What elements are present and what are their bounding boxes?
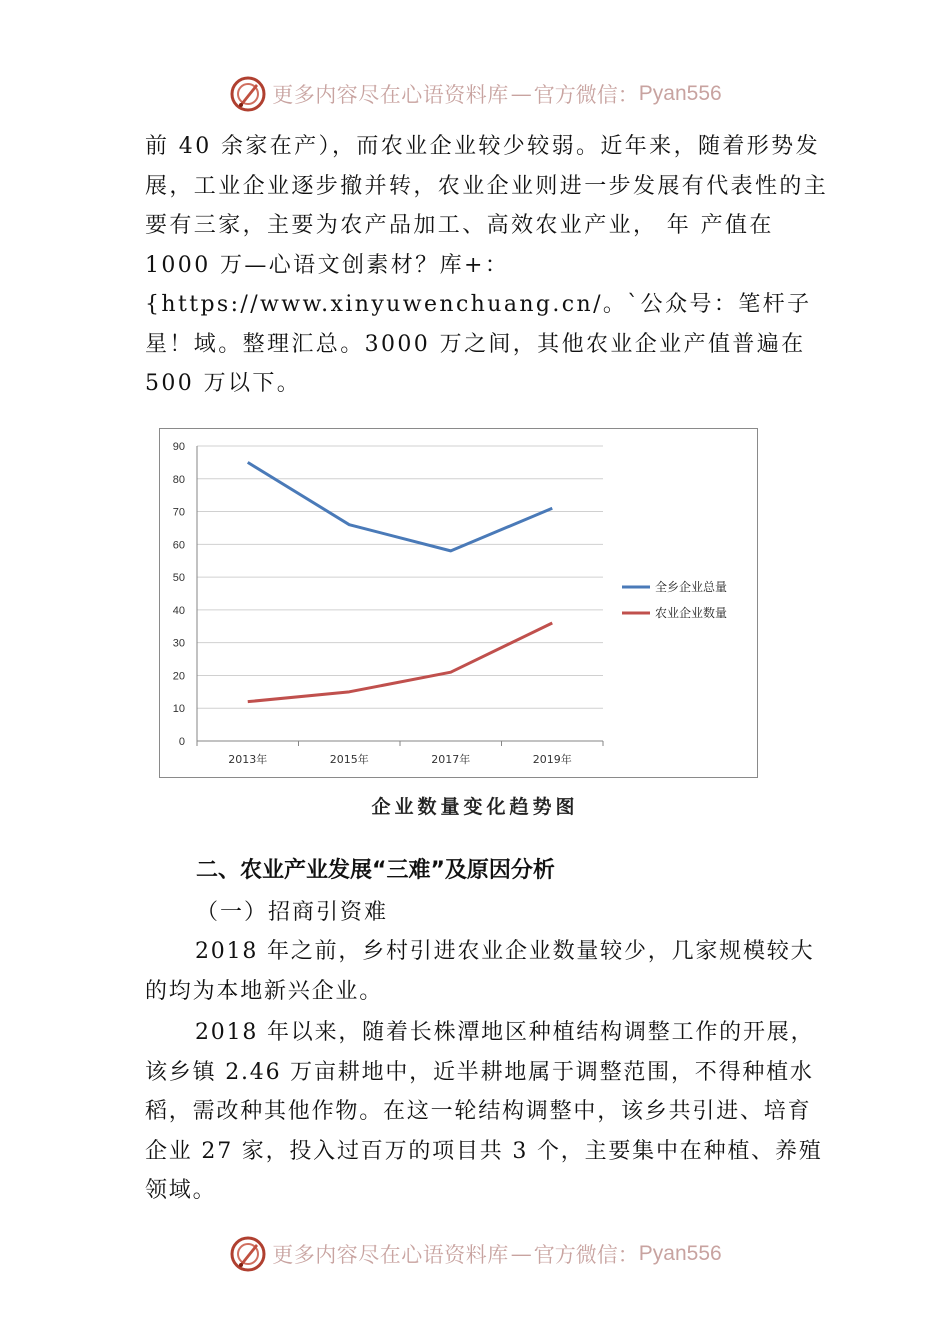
banner-separator: — [510, 82, 532, 106]
line-chart [159, 428, 758, 778]
banner-text: 更多内容尽在心语资料库 [272, 83, 509, 107]
paragraph-2 [145, 932, 835, 1011]
subsection-heading: （一）招商引资难 [196, 900, 389, 925]
banner-text: 更多内容尽在心语资料库 [272, 1243, 509, 1267]
x-tick-label-3: 2019年 [532, 753, 572, 766]
banner-wechat-id: Pyan556 [638, 82, 722, 105]
legend-label-1: 农业企业数量 [655, 606, 728, 620]
y-tick-label-90: 90 [172, 441, 185, 453]
footer-banner [0, 1232, 950, 1276]
chart-caption: 企业数量变化趋势图 [371, 796, 579, 818]
pen-nib-logo-icon [228, 1234, 268, 1274]
y-tick-label-10: 10 [172, 703, 185, 716]
series-line-1 [248, 623, 553, 702]
banner-suffix: 官方微信： [533, 83, 639, 107]
y-tick-label-40: 40 [172, 604, 185, 617]
paragraph-3 [145, 1013, 835, 1211]
banner-wechat-id: Pyan556 [638, 1242, 722, 1265]
y-tick-label-30: 30 [172, 637, 185, 650]
header-banner [0, 72, 950, 116]
y-tick-label-80: 80 [172, 473, 185, 486]
y-tick-label-70: 70 [172, 506, 185, 519]
legend-label-0: 全乡企业总量 [655, 580, 728, 594]
y-tick-label-20: 20 [172, 670, 185, 683]
section-heading: 二、农业产业发展“三难”及原因分析 [196, 858, 555, 883]
y-tick-label-60: 60 [172, 539, 185, 552]
pen-nib-logo-icon [228, 74, 268, 114]
banner-suffix: 官方微信： [533, 1243, 639, 1267]
paragraph-3-text: 2018 年以来，随着长株潭地区种植结构调整工作的开展，该乡镇 2.46 万亩耕地中，近半耕地属于调整范围，不得种植水稻，需改种其他作物。在这一轮结构调整中，该乡共引进、培育企业 27 家，投入过百万的项目共 3 个，主要集中在种植、养殖领域。 [145, 1020, 823, 1203]
paragraph-2-text: 2018 年之前，乡村引进农业企业数量较少，几家规模较大的均为本地新兴企业。 [145, 939, 815, 1004]
intro-paragraph: 前 40 余家在产），而农业企业较少较弱。近年来，随着形势发展，工业企业逐步撤并转，农业企业则进一步发展有代表性的主要有三家，主要为农产品加工、高效农业产业， 年 产值在 1000 万—心语文创素材？库+：{https://www.xinyuwenchuang.cn/。`公众号：笔杆子星！域。整理汇总。3000 万之间，其他农业企业产值普遍在 500 万以下。 [145, 134, 829, 396]
y-tick-label-0: 0 [178, 736, 185, 748]
chart-svg [160, 429, 757, 777]
x-tick-label-2: 2017年 [431, 753, 471, 766]
x-tick-label-0: 2013年 [228, 753, 268, 766]
y-tick-label-50: 50 [172, 572, 185, 585]
series-line-0 [248, 462, 553, 551]
banner-separator: — [510, 1242, 532, 1266]
x-tick-label-1: 2015年 [329, 753, 369, 766]
